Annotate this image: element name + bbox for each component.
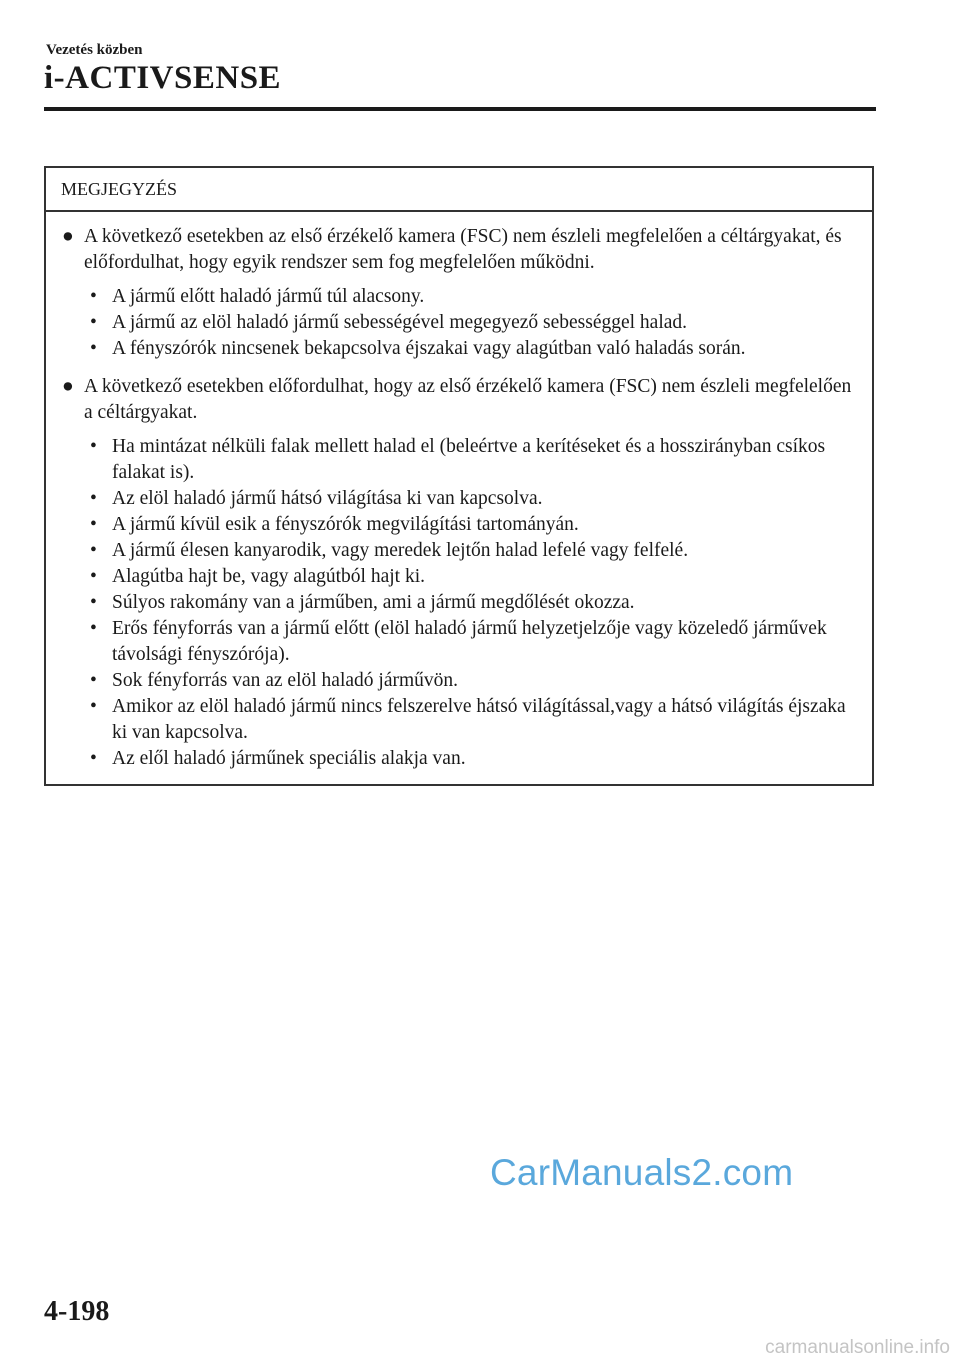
list-item [90, 616, 856, 668]
list-item [90, 746, 856, 772]
list-item-text: Amikor az elöl haladó jármű nincs felszerelve hátsó világítással,vagy a hátsó világítás éjszaka ki van kapcsolva. [112, 696, 846, 743]
list-item-text: A jármű élesen kanyarodik, vagy meredek lejtőn halad lefelé vagy felfelé. [112, 540, 689, 561]
note-group [62, 224, 856, 362]
list-item-text: Erős fényforrás van a jármű előtt (elöl haladó jármű helyzetjelzője vagy közeledő járművek távolsági fényszórója). [112, 618, 827, 665]
bullet-icon: • [90, 436, 97, 457]
group-text: A következő esetekben az első érzékelő kamera (FSC) nem észleli megfelelően a céltárgyakat, és előfordulhat, hogy egyik rendszer sem fog megfelelően működni. [84, 226, 842, 273]
list-item-text: A jármű az elöl haladó jármű sebességével megegyező sebességgel halad. [112, 312, 688, 333]
watermark[interactable]: CarManuals2.com [490, 1152, 794, 1193]
bullet-icon: • [90, 696, 97, 717]
bullet-icon: • [90, 286, 97, 307]
list-item [90, 512, 856, 538]
list-item-text: Az elől haladó járműnek speciális alakja van. [112, 748, 466, 769]
group-text: A következő esetekben előfordulhat, hogy az első érzékelő kamera (FSC) nem észleli megfelelően a céltárgyakat. [84, 376, 852, 423]
list-item [90, 564, 856, 590]
list-item-text: Alagútba hajt be, vagy alagútból hajt ki. [112, 566, 425, 587]
note-body [46, 212, 872, 784]
note-title: MEGJEGYZÉS [46, 168, 872, 212]
section-label: Vezetés közben [46, 42, 143, 58]
list-item [90, 486, 856, 512]
note-group [62, 374, 856, 772]
group-bullet-icon: ● [62, 376, 74, 397]
list-item-text: A jármű kívül esik a fényszórók megvilágítási tartományán. [112, 514, 579, 535]
bullet-icon: • [90, 592, 97, 613]
list-item [90, 336, 856, 362]
list-item [90, 694, 856, 746]
list-item-text: A fényszórók nincsenek bekapcsolva éjszakai vagy alagútban való haladás során. [112, 338, 746, 359]
list-item [90, 434, 856, 486]
bullet-icon: • [90, 748, 97, 769]
list-item [90, 538, 856, 564]
list-item [90, 284, 856, 310]
list-item-text: A jármű előtt haladó jármű túl alacsony. [112, 286, 425, 307]
list-item-text: Az elöl haladó jármű hátsó világítása ki van kapcsolva. [112, 488, 543, 509]
bullet-icon: • [90, 566, 97, 587]
page-number: 4-198 [44, 1296, 110, 1327]
bullet-icon: • [90, 488, 97, 509]
chapter-title: i-ACTIVSENSE [44, 60, 282, 96]
bullet-icon: • [90, 540, 97, 561]
list-item [90, 668, 856, 694]
group-bullet-icon: ● [62, 226, 74, 247]
bullet-icon: • [90, 338, 97, 359]
title-rule [44, 107, 876, 111]
bullet-icon: • [90, 618, 97, 639]
item-list [84, 284, 856, 362]
list-item [90, 310, 856, 336]
list-item-text: Ha mintázat nélküli falak mellett halad el (beleértve a kerítéseket és a hosszirányban csíkos falakat is). [112, 436, 826, 483]
site-watermark[interactable]: carmanualsonline.info [765, 1337, 950, 1358]
list-item [90, 590, 856, 616]
note-box [44, 166, 874, 786]
list-item-text: Súlyos rakomány van a járműben, ami a jármű megdőlését okozza. [112, 592, 635, 613]
list-item-text: Sok fényforrás van az elöl haladó járművön. [112, 670, 459, 691]
bullet-icon: • [90, 514, 97, 535]
item-list [84, 434, 856, 772]
bullet-icon: • [90, 312, 97, 333]
bullet-icon: • [90, 670, 97, 691]
